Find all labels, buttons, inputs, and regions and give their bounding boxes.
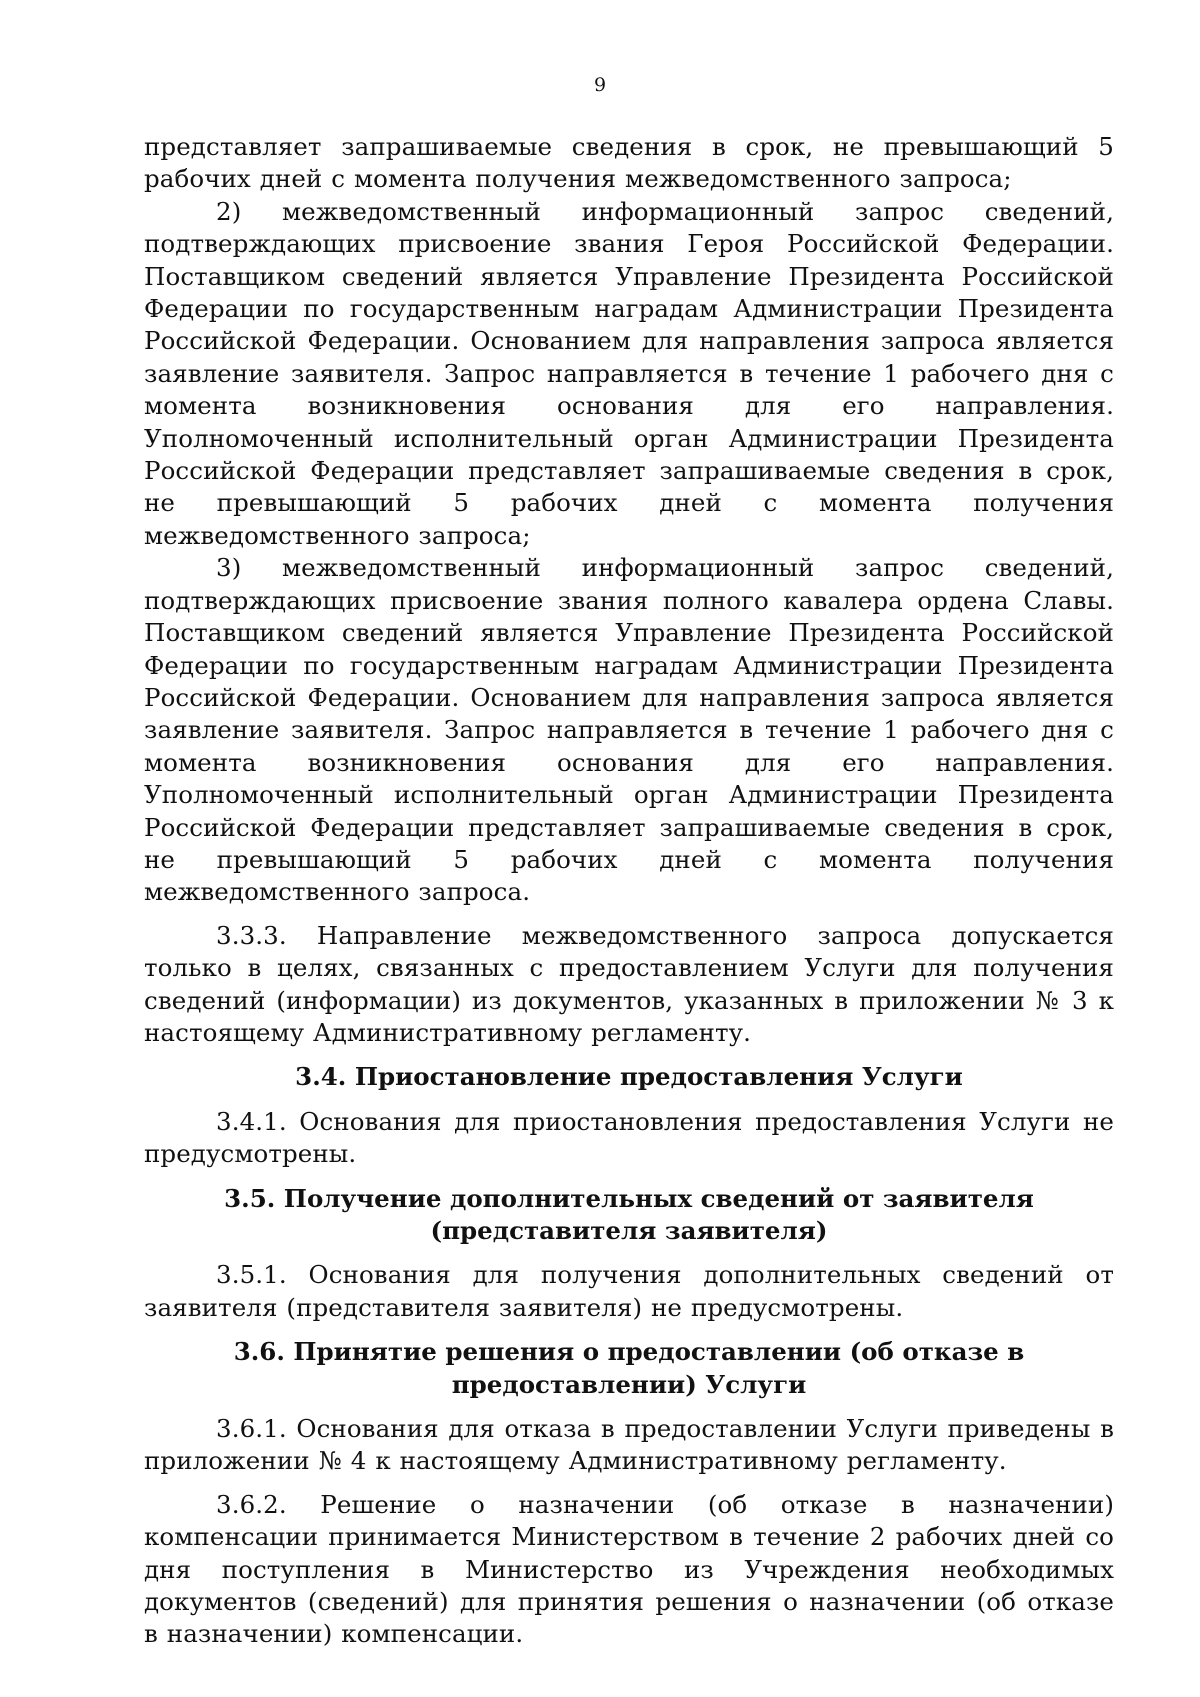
page-number: 9 — [593, 74, 607, 96]
paragraph-3-4-1: 3.4.1. Основания для приостановления предоставления Услуги не предусмотрены. — [144, 1106, 1114, 1169]
section-heading-3-4: 3.4. Приостановление предоставления Услуги — [295, 1062, 963, 1092]
document-body — [144, 131, 1114, 1651]
paragraph-3-5-1: 3.5.1. Основания для получения дополнительных сведений от заявителя (представителя заявителя) не предусмотрены. — [144, 1260, 1114, 1322]
paragraph-3-3-3: 3.3.3. Направление межведомственного запроса допускается только в целях, связанных с предоставлением Услуги для получения сведений (информации) из документов, указанных в приложении № 3 к настоящему Административному регламенту. — [144, 920, 1114, 1047]
section-heading-3-6: 3.6. Принятие решения о предоставлении (об отказе в предоставлении) Услуги — [233, 1337, 1025, 1399]
paragraph-3-6-1: 3.6.1. Основания для отказа в предоставлении Услуги приведены в приложении № 4 к настоящему Административному регламенту. — [144, 1414, 1114, 1476]
paragraph-continuation: представляет запрашиваемые сведения в срок, не превышающий 5 рабочих дней с момента получения межведомственного запроса; — [144, 132, 1114, 194]
paragraph-3-6-2: 3.6.2. Решение о назначении (об отказе в назначении) компенсации принимается Министерством в течение 2 рабочих дней со дня поступления в Министерство из Учреждения необходимых документов (сведений) для принятия решения о назначении (об отказе в назначении) компенсации. — [144, 1489, 1114, 1649]
section-heading-3-5: 3.5. Получение дополнительных сведений от заявителя (представителя заявителя) — [224, 1183, 1034, 1245]
paragraph-item-3-order-of-glory-request: 3) межведомственный информационный запрос сведений, подтверждающих присвоение звания полного кавалера ордена Славы. Поставщиком сведений является Управление Президента Российской Федерации по государственным наградам Администрации Президента Российской Федерации. Основанием для направления запроса является заявление заявителя. Запрос направляется в течение 1 рабочего дня с момента возникновения основания для его направления. Уполномоченный исполнительный орган Администрации Президента Российской Федерации представляет запрашиваемые сведения в срок, не превышающий 5 рабочих дней с момента получения межведомственного запроса. — [144, 553, 1114, 907]
paragraph-item-2-hero-request: 2) межведомственный информационный запрос сведений, подтверждающих присвоение звания Героя Российской Федерации. Поставщиком сведений является Управление Президента Российской Федерации по государственным наградам Администрации Президента Российской Федерации. Основанием для направления запроса является заявление заявителя. Запрос направляется в течение 1 рабочего дня с момента возникновения основания для его направления. Уполномоченный исполнительный орган Администрации Президента Российской Федерации представляет запрашиваемые сведения в срок, не превышающий 5 рабочих дней с момента получения межведомственного запроса; — [144, 196, 1114, 550]
